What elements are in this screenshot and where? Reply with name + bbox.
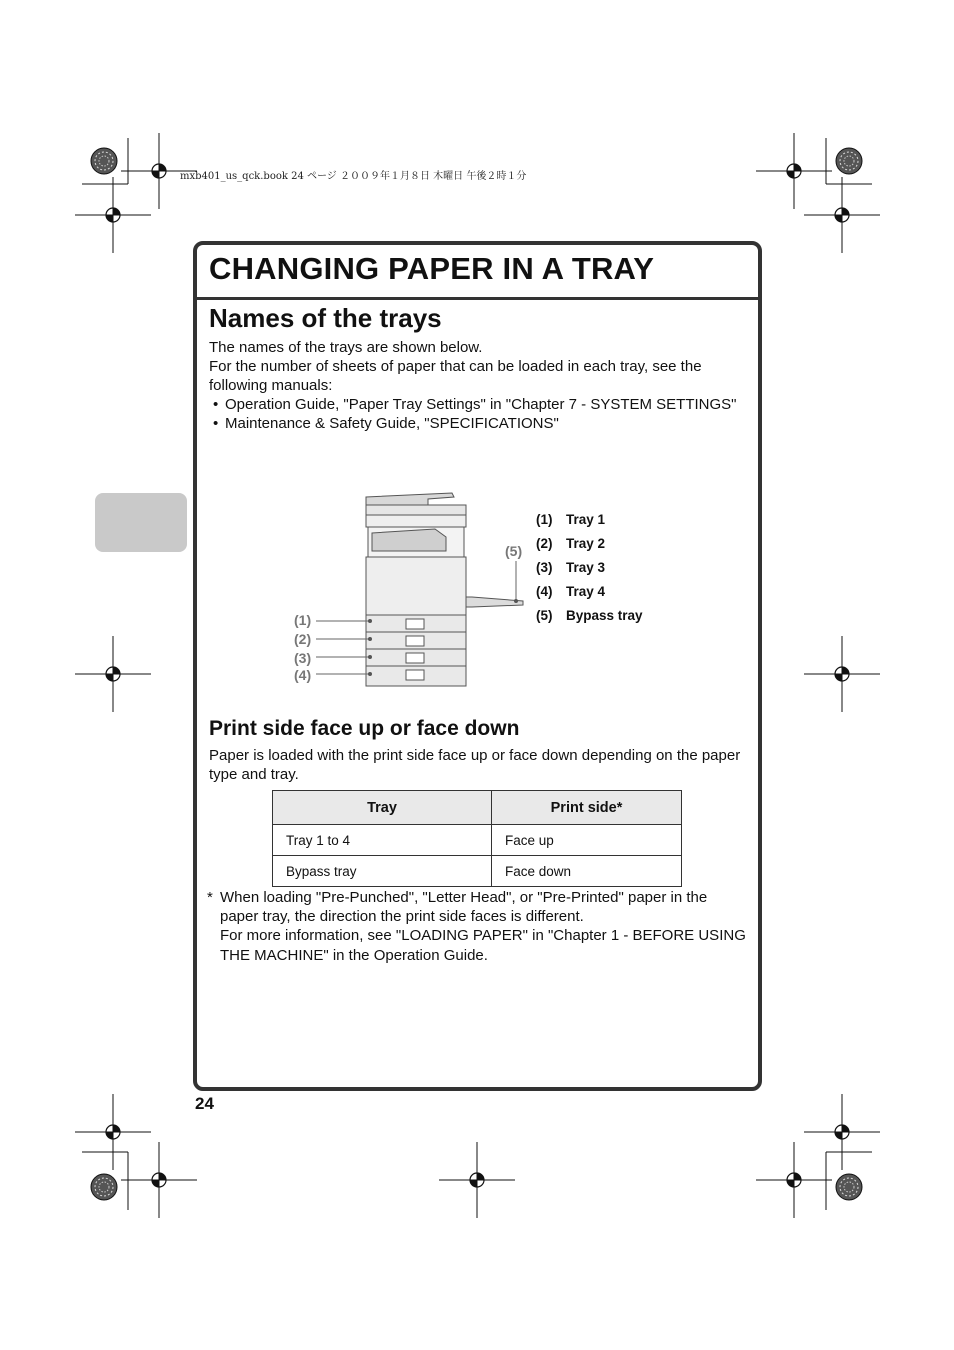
print-side-body: Paper is loaded with the print side face up or face down depending on the paper type and tray. — [209, 747, 741, 784]
print-side-table — [272, 790, 682, 887]
bullet-text: Maintenance & Safety Guide, "SPECIFICATIONS" — [225, 415, 559, 433]
print-side-body-wrap — [209, 746, 749, 784]
footnote-text — [220, 888, 747, 965]
callout-1: (1) — [294, 612, 312, 628]
table-cell: Bypass tray — [273, 856, 492, 887]
section-heading-names-of-trays: Names of the trays — [209, 303, 442, 333]
legend-number: (4) — [536, 584, 553, 599]
page-number: 24 — [195, 1094, 214, 1113]
tray-legend — [536, 512, 643, 632]
callout-4: (4) — [294, 667, 312, 683]
page-title: CHANGING PAPER IN A TRAY — [209, 251, 655, 286]
legend-row — [536, 512, 643, 536]
table-row — [273, 825, 682, 856]
intro-line-1: The names of the trays are shown below. — [209, 339, 483, 356]
legend-label: Tray 1 — [566, 512, 606, 527]
legend-row — [536, 608, 643, 632]
table-cell: Face up — [492, 825, 682, 856]
legend-label: Tray 3 — [566, 560, 606, 575]
bullet-marker: • — [213, 415, 219, 433]
intro-line-2: For the number of sheets of paper that can be loaded in each tray, see the following manuals: — [209, 358, 702, 395]
legend-number: (3) — [536, 560, 553, 575]
chapter-side-tab — [95, 493, 187, 552]
callout-3: (3) — [294, 650, 312, 666]
section-heading-print-side: Print side face up or face down — [209, 717, 520, 740]
callout-2: (2) — [294, 631, 312, 647]
table-header-row — [273, 791, 682, 825]
table-cell: Face down — [492, 856, 682, 887]
table-header-tray: Tray — [273, 791, 492, 825]
title-bar — [197, 245, 758, 300]
list-item — [213, 395, 743, 414]
names-intro — [209, 338, 749, 396]
bullet-text: Operation Guide, "Paper Tray Settings" in "Chapter 7 - SYSTEM SETTINGS" — [225, 396, 737, 413]
bullet-marker: • — [213, 396, 219, 413]
list-item — [213, 414, 743, 433]
table-cell: Tray 1 to 4 — [273, 825, 492, 856]
callout-5: (5) — [505, 543, 523, 559]
table-row — [273, 856, 682, 887]
footnote-marker: * — [207, 889, 213, 906]
legend-label: Tray 4 — [566, 584, 606, 599]
footnote — [207, 888, 747, 965]
print-slug-text: mxb401_us_qck.book 24 ページ ２００９年１月８日 木曜日 午後２時１分 — [180, 171, 527, 182]
legend-row — [536, 584, 643, 608]
legend-row — [536, 536, 643, 560]
footnote-line-2: For more information, see "LOADING PAPER" in "Chapter 1 - BEFORE USING THE MACHINE" in the Operation Guide. — [220, 927, 746, 964]
section-names-heading-wrap — [209, 303, 442, 334]
legend-number: (1) — [536, 512, 553, 527]
legend-row — [536, 560, 643, 584]
machine-tray-diagram — [280, 485, 530, 695]
footnote-line-1: When loading "Pre-Punched", "Letter Head", or "Pre-Printed" paper in the paper tray, the direction the print side faces is different. — [220, 889, 708, 926]
legend-label: Tray 2 — [566, 536, 606, 551]
legend-number: (2) — [536, 536, 553, 551]
table-header-print-side: Print side* — [492, 791, 682, 825]
section-print-side-heading-wrap — [209, 717, 519, 741]
manual-bullet-list — [213, 395, 743, 433]
legend-label: Bypass tray — [566, 608, 643, 623]
legend-number: (5) — [536, 608, 553, 623]
